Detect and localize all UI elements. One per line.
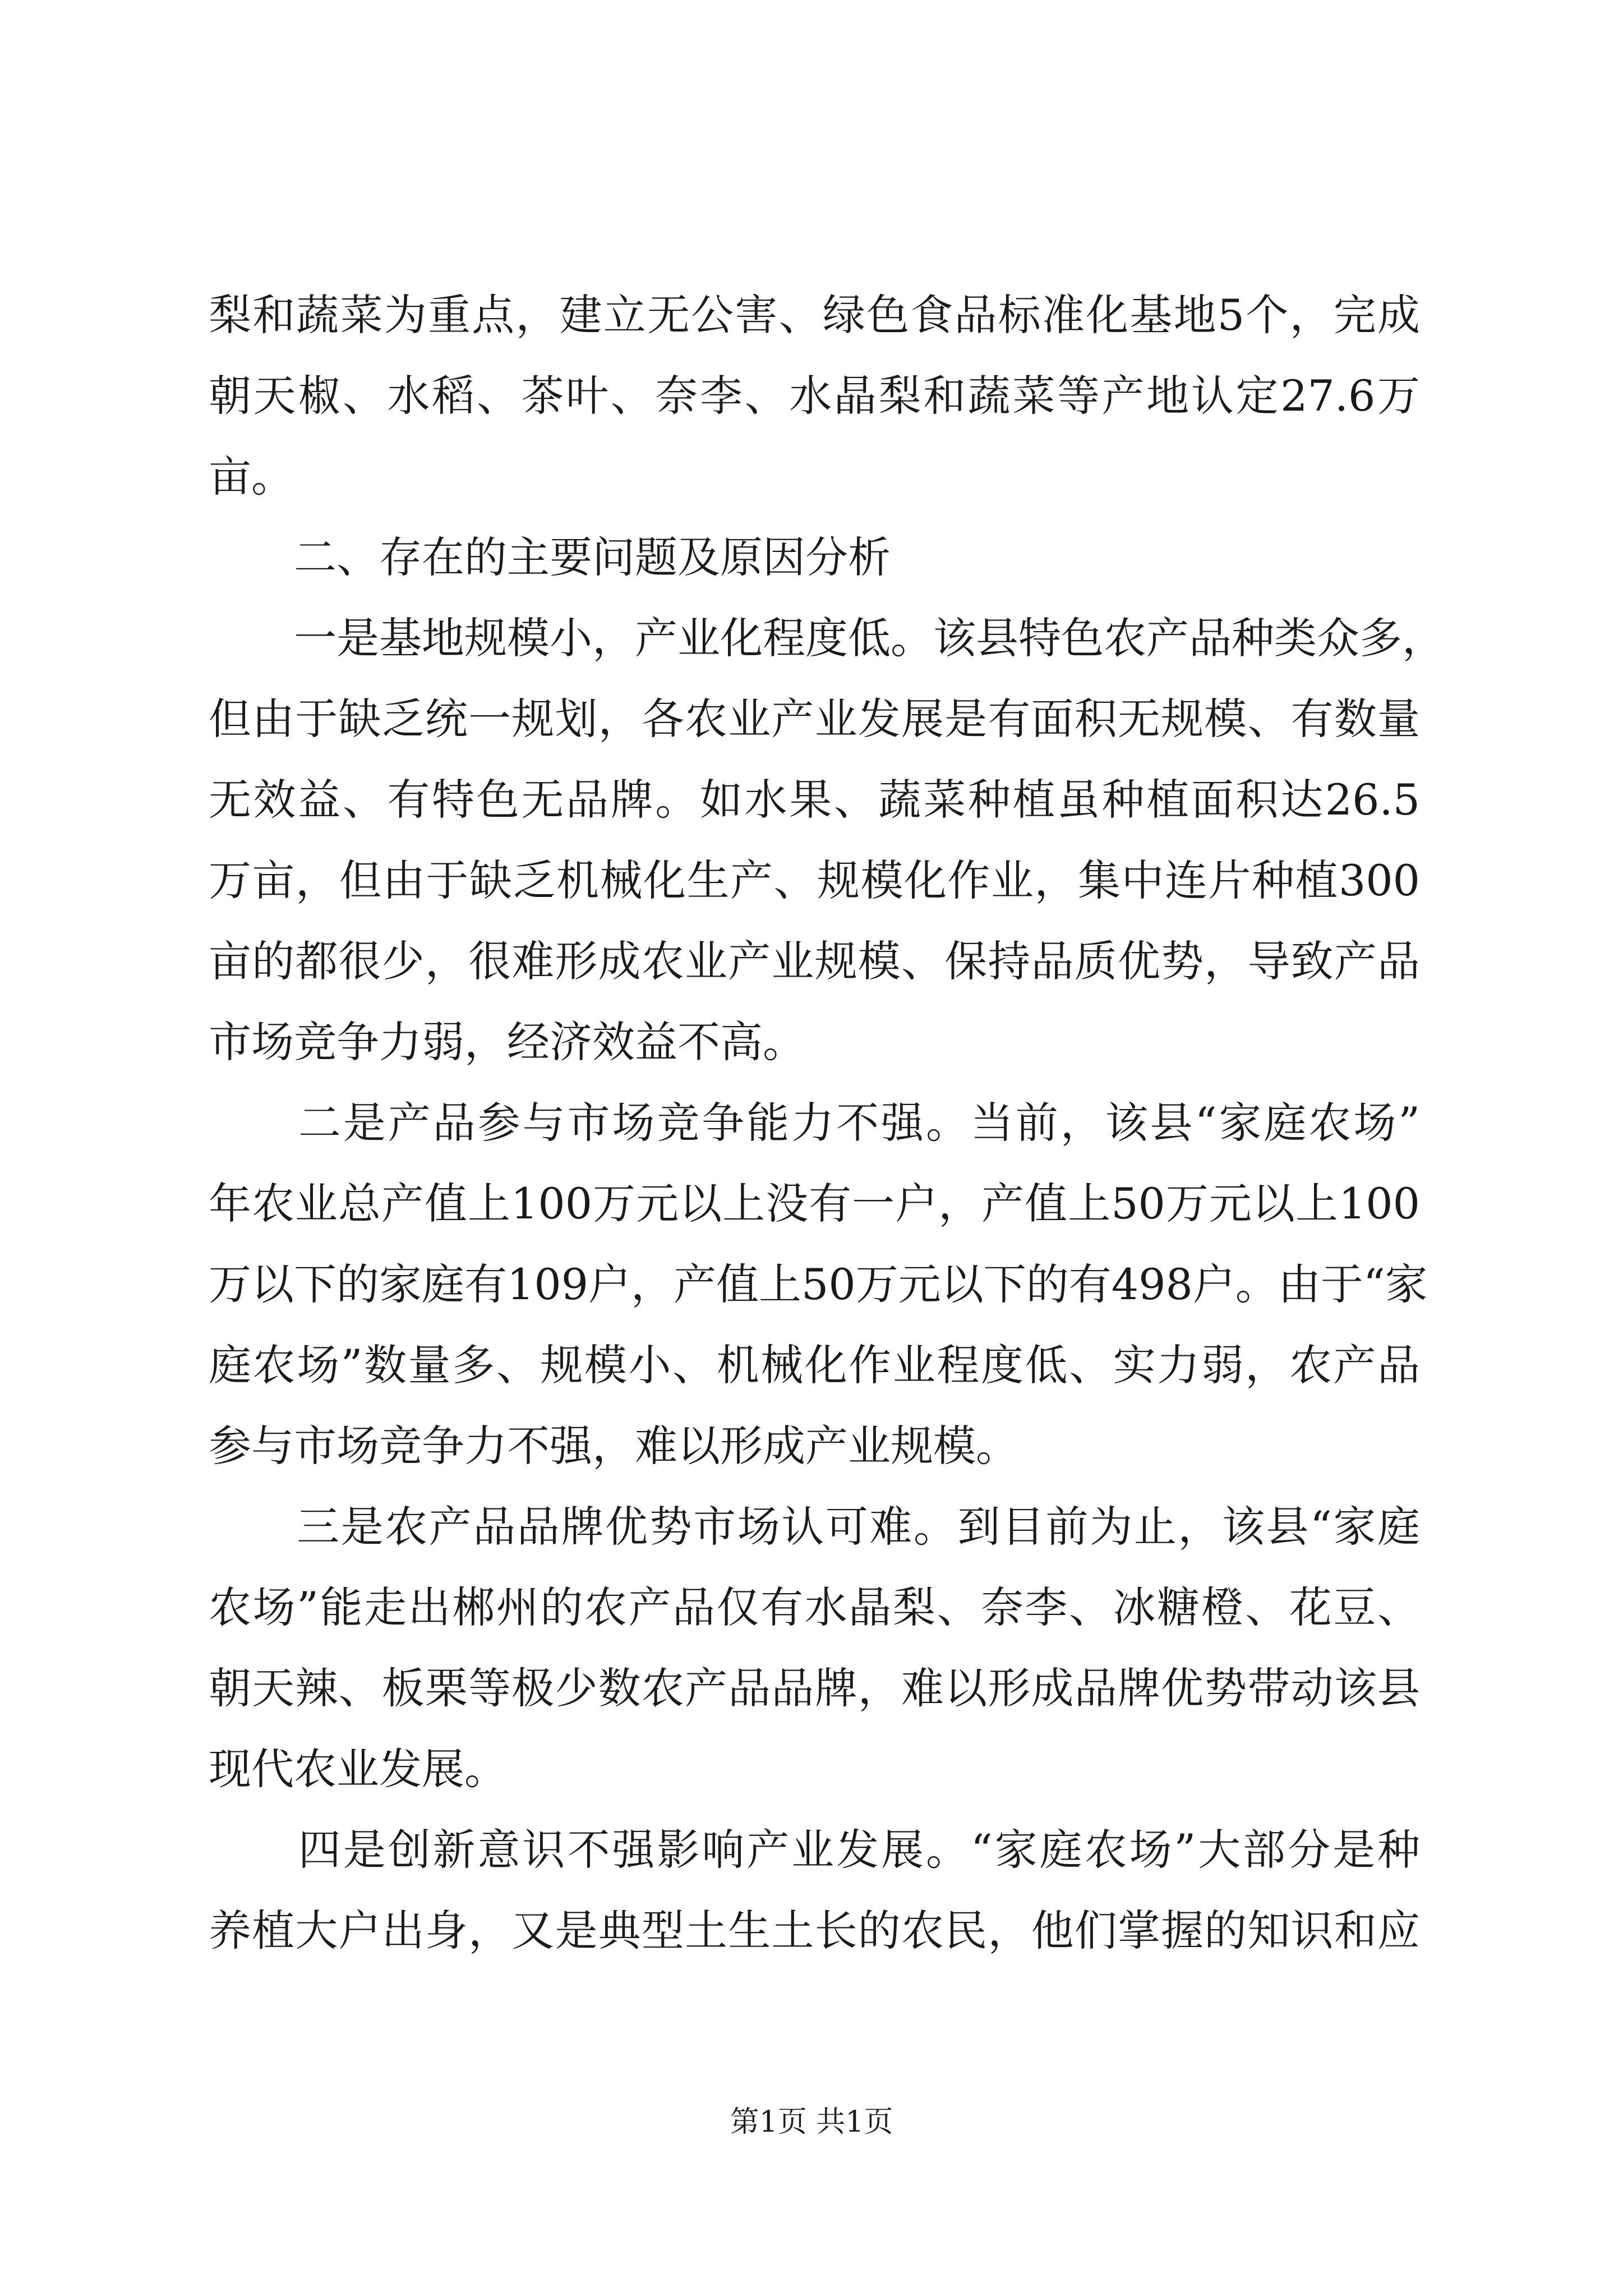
text-line: 二是产品参与市场竞争能力不强。当前，该县“家庭农场” [209,1098,1420,1148]
paragraph-base-standards [209,275,1420,517]
page-footer: 第1页 共1页 [730,2105,893,2139]
paragraph-problem-two [209,1083,1428,1487]
text-line: 参与市场竞争力不强，难以形成产业规模。 [209,1421,1018,1471]
paragraph-problem-four [209,1810,1420,1971]
text-line: 万以下的家庭有109户，产值上50万元以下的有498户。由于“家 [209,1259,1428,1309]
text-line: 无效益、有特色无品牌。如水果、蔬菜种植虽种植面积达26.5 [209,775,1420,825]
text-line: 一是基地规模小，产业化程度低。该县特色农产品种类众多， [209,613,1445,663]
section-heading-problems [209,517,1420,598]
text-line: 朝天椒、水稻、茶叶、奈李、水晶梨和蔬菜等产地认定27.6万 [209,371,1420,421]
text-line: 但由于缺乏统一规划，各农业产业发展是有面积无规模、有数量 [209,694,1420,744]
section-heading: 二、存在的主要问题及原因分析 [209,532,891,582]
text-line: 梨和蔬菜为重点，建立无公害、绿色食品标准化基地5个，完成 [209,290,1420,340]
text-line: 养植大户出身，又是典型土生土长的农民，他们掌握的知识和应 [209,1906,1420,1955]
text-line: 现代农业发展。 [209,1744,507,1794]
text-line: 三是农产品品牌优势市场认可难。到目前为止，该县“家庭 [209,1502,1420,1552]
text-line: 农场”能走出郴州的农产品仅有水晶梨、奈李、冰糖橙、花豆、 [209,1582,1420,1632]
text-line: 市场竞争力弱，经济效益不高。 [209,1017,805,1067]
text-line: 四是创新意识不强影响产业发展。“家庭农场”大部分是种 [209,1825,1420,1875]
paragraph-problem-three [209,1487,1420,1810]
text-line: 朝天辣、板栗等极少数农产品品牌，难以形成品牌优势带动该县 [209,1663,1420,1713]
text-line: 亩。 [209,452,294,501]
body-text [209,275,1445,1971]
text-line: 庭农场”数量多、规模小、机械化作业程度低、实力弱，农产品 [209,1340,1420,1390]
text-line: 年农业总产值上100万元以上没有一户，产值上50万元以上100 [209,1179,1420,1228]
text-line: 亩的都很少，很难形成农业产业规模、保持品质优势，导致产品 [209,936,1420,986]
text-line: 万亩，但由于缺乏机械化生产、规模化作业，集中连片种植300 [209,855,1420,905]
paragraph-problem-one [209,598,1445,1083]
